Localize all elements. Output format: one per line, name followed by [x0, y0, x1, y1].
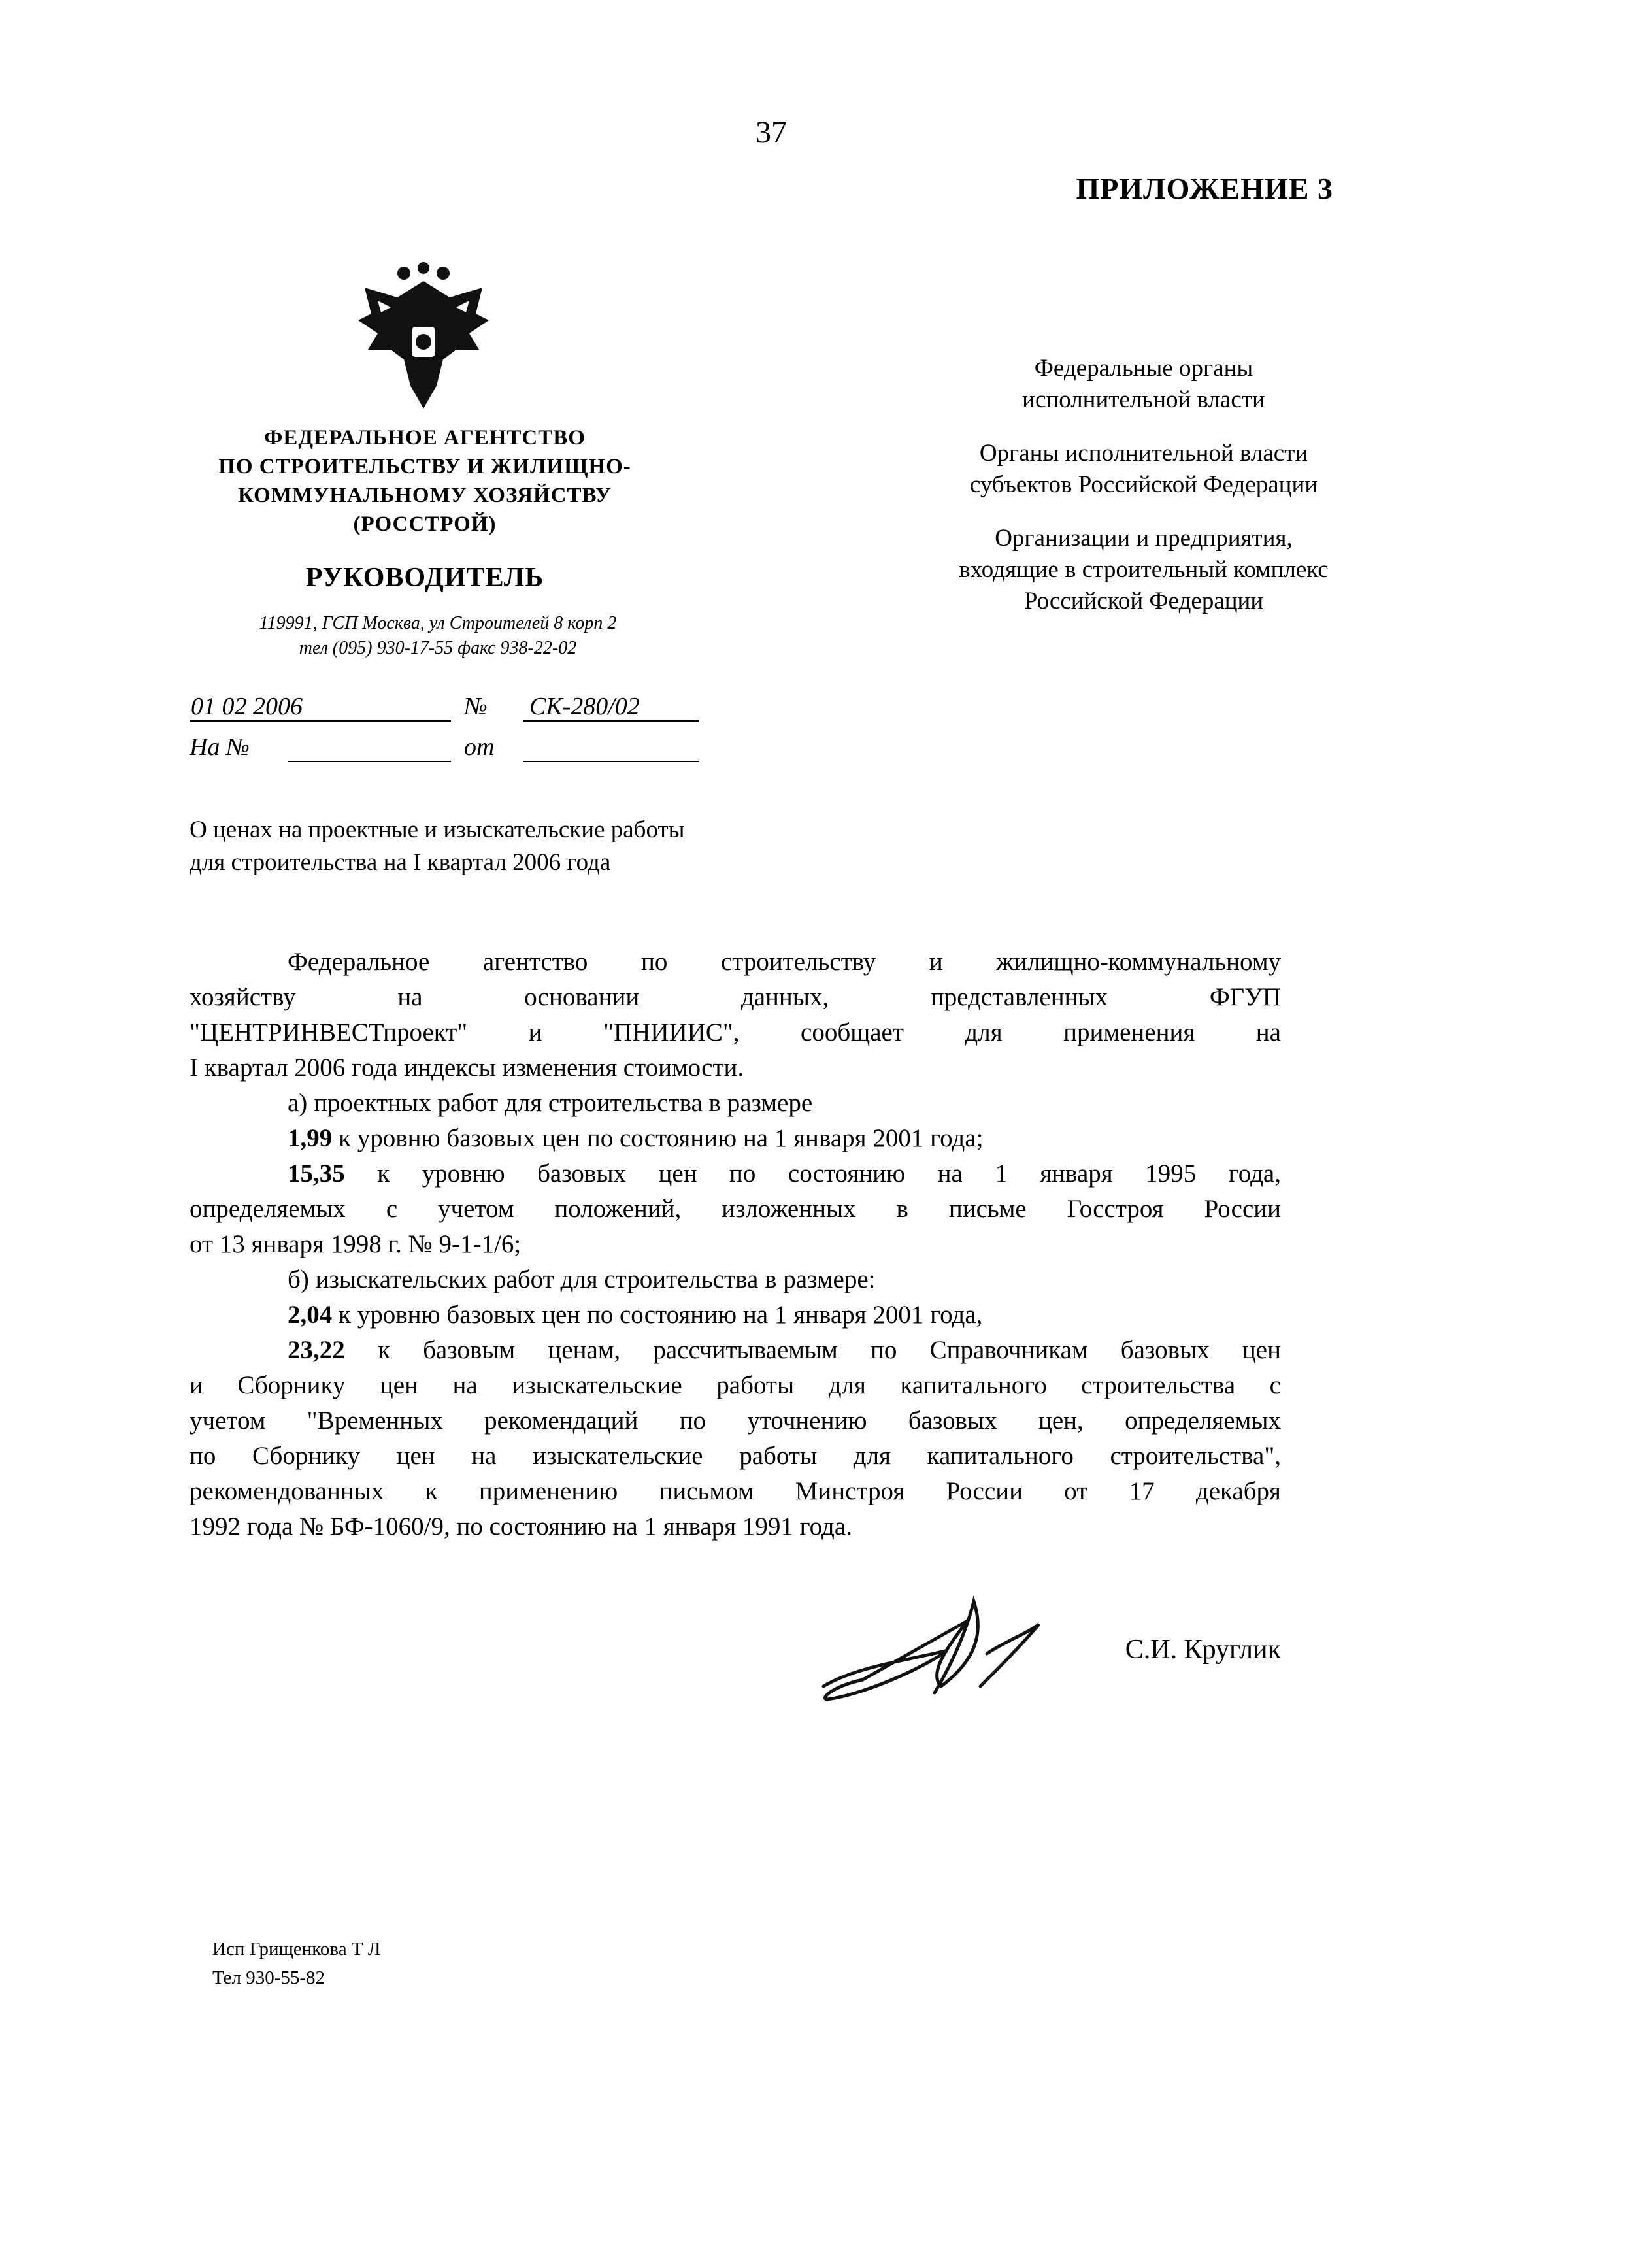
registration-block [190, 686, 699, 767]
coat-of-arms-icon [352, 261, 495, 412]
index-text: к уровню базовых цен по состоянию на 1 января 1995 года, [344, 1159, 1281, 1188]
ref-from-field [523, 727, 699, 762]
subject-line: О ценах на проектные и изыскательские работы [190, 816, 685, 843]
org-line: ФЕДЕРАЛЬНОЕ АГЕНТСТВО [264, 426, 586, 450]
letter-body [190, 944, 1281, 1544]
body-line: и Сборнику цен на изыскательские работы для капитального строительства с [190, 1371, 1281, 1399]
ref-number-label: На № [190, 733, 250, 761]
index-text: к уровню базовых цен по состоянию на 1 января 2001 года; [332, 1124, 984, 1152]
index-b1 [190, 1297, 1281, 1333]
reg-number-field: СК-280/02 [523, 686, 699, 722]
sender-address [190, 611, 686, 661]
index-a2 [190, 1156, 1281, 1192]
body-line: определяемых с учетом положений, изложенных в письме Госстроя России [190, 1195, 1281, 1223]
section-a-heading: а) проектных работ для строительства в размере [288, 1089, 813, 1117]
head-title: РУКОВОДИТЕЛЬ [305, 563, 544, 593]
recipient-line: исполнительной власти [1022, 386, 1265, 413]
executor-phone: Тел 930-55-82 [212, 1967, 325, 1988]
section-b-heading: б) изыскательских работ для строительства в размере: [288, 1265, 876, 1293]
index-text: к уровню базовых цен по состоянию на 1 января 2001 года, [332, 1301, 983, 1329]
org-line: (РОССТРОЙ) [353, 512, 497, 536]
recipient-group [817, 438, 1470, 501]
body-line: I квартал 2006 года индексы изменения стоимости. [190, 1054, 744, 1082]
body-line: от 13 января 1998 г. № 9-1-1/6; [190, 1230, 522, 1258]
ref-from-label: от [464, 733, 495, 761]
ref-number-field [288, 727, 451, 762]
body-line: учетом "Временных рекомендаций по уточнению базовых цен, определяемых [190, 1407, 1281, 1435]
reg-number-label: № [464, 693, 488, 720]
recipient-group [817, 523, 1470, 617]
body-line: Федеральное агентство по строительству и жилищно-коммунальному [288, 948, 1281, 976]
recipient-line: субъектов Российской Федерации [969, 471, 1318, 498]
recipient-group [817, 353, 1470, 416]
body-line: "ЦЕНТРИНВЕСТпроект" и "ПНИИИС", сообщает для применения на [190, 1018, 1281, 1046]
recipient-line: Федеральные органы [1034, 355, 1253, 382]
body-line: рекомендованных к применению письмом Минстроя России от 17 декабря [190, 1477, 1281, 1505]
reg-date-field: 01 02 2006 [190, 686, 451, 722]
index-value: 2,04 [288, 1301, 333, 1329]
executor-name: Исп Грищенкова Т Л [212, 1939, 381, 1959]
recipient-line: Организации и предприятия, [995, 525, 1293, 552]
index-a1 [190, 1121, 1281, 1156]
executor-info [212, 1935, 605, 1992]
body-line: хозяйству на основании данных, представленных ФГУП [190, 983, 1281, 1011]
org-line: ПО СТРОИТЕЛЬСТВУ И ЖИЛИЩНО- [218, 455, 631, 478]
org-line: КОММУНАЛЬНОМУ ХОЗЯЙСТВУ [237, 484, 612, 507]
sender-org-name [183, 424, 667, 539]
signer-name: С.И. Круглик [1125, 1635, 1281, 1665]
index-value: 23,22 [288, 1336, 345, 1364]
body-line: по Сборнику цен на изыскательские работы для капитального строительства", [190, 1442, 1281, 1470]
recipient-line: Российской Федерации [1023, 588, 1264, 614]
index-value: 15,35 [288, 1159, 345, 1188]
address-line: 119991, ГСП Москва, ул Строителей 8 корп 2 [259, 613, 617, 633]
subject-line: для строительства на I квартал 2006 года [190, 849, 611, 876]
index-value: 1,99 [288, 1124, 333, 1152]
recipient-line: входящие в строительный комплекс [959, 556, 1329, 583]
index-b2 [190, 1333, 1281, 1368]
recipients-list [817, 353, 1470, 639]
phone-line: тел (095) 930-17-55 факс 938-22-02 [299, 638, 577, 658]
letter-subject [190, 814, 843, 879]
page-number: 37 [755, 115, 787, 150]
recipient-line: Органы исполнительной власти [979, 440, 1308, 467]
index-text: к базовым ценам, рассчитываемым по Справочникам базовых цен [344, 1336, 1281, 1364]
appendix-label: ПРИЛОЖЕНИЕ 3 [1076, 172, 1333, 205]
body-line: 1992 года № БФ-1060/9, по состоянию на 1 января 1991 года. [190, 1512, 852, 1541]
